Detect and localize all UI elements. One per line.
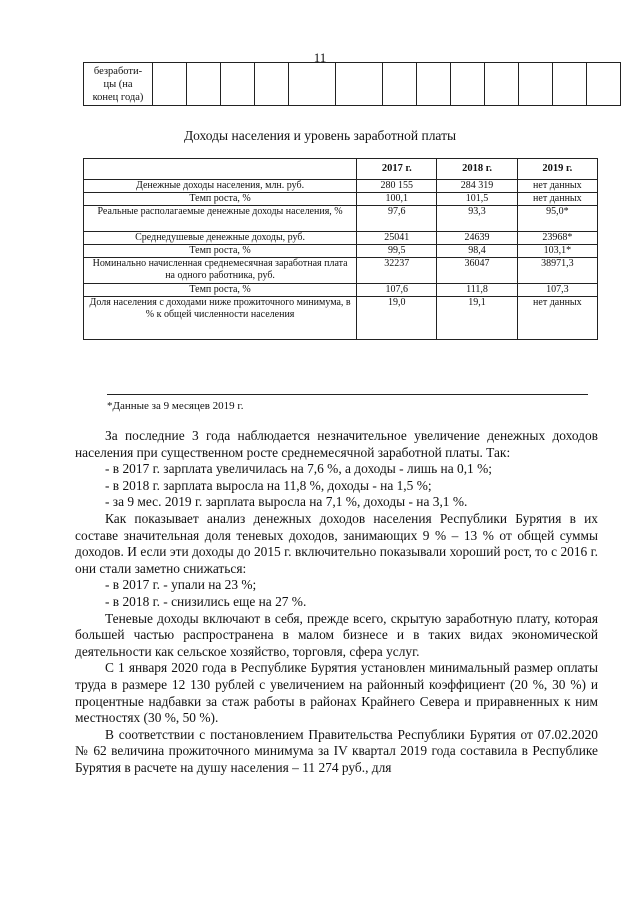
table-cell [336,63,383,106]
table-header-row [84,159,598,180]
value-2018: 93,3 [437,206,517,232]
label-line-2: цы (на [103,78,133,90]
row-name: Денежные доходы населения, млн. руб. [84,180,357,193]
value-2018: 36047 [437,258,517,284]
list-item: - в 2018 г. зарплата выросла на 11,8 %, доходы - на 1,5 %; [105,477,432,493]
row-name: Реальные располагаемые денежные доходы населения, % [84,206,357,232]
row-name: Доля населения с доходами ниже прожиточного минимума, в % к общей численности населения [84,297,357,340]
value-2018: 24639 [437,232,517,245]
value-2017: 19,0 [357,297,437,340]
body-text [75,428,598,776]
table-cell [451,63,485,106]
table-row [84,245,598,258]
value-2019: нет данных [517,193,597,206]
row-name: Темп роста, % [84,284,357,297]
table-cell [519,63,553,106]
page-number: 11 [313,50,327,65]
header-2017: 2017 г. [357,159,437,180]
list-item: - за 9 мес. 2019 г. зарплата выросла на 7,1 %, доходы - на 3,1 %. [105,494,468,510]
label-line-1: безработи- [93,65,143,77]
paragraph: Теневые доходы включают в себя, прежде всего, скрытую заработную плату, которая большей частью распространена в малом бизнесе и в таких видах экономической деятельности как сельское хозяйство, торговля, сфера услуг. [75,610,598,659]
table-row [84,63,621,106]
table-row [84,206,598,232]
header-2018: 2018 г. [437,159,517,180]
table-cell [553,63,587,106]
value-2017: 25041 [357,232,437,245]
value-2018: 111,8 [437,284,517,297]
table-cell [187,63,221,106]
value-2017: 32237 [357,258,437,284]
value-2017: 100,1 [357,193,437,206]
table-cell [255,63,289,106]
value-2019: 103,1* [517,245,597,258]
row-name: Среднедушевые денежные доходы, руб. [84,232,357,245]
value-2019: 95,0* [517,206,597,232]
paragraph: В соответствии с постановлением Правительства Республики Бурятия от 07.02.2020 № 62 величина прожиточного минимума за IV квартал 2019 года составила в Республике Бурятия в расчете на душу населения – 11 274 руб., для [75,726,598,775]
paragraph: Как показывает анализ денежных доходов населения Республики Бурятия в их составе значительная доля теневых доходов, занимающих 9 % – 13 % от общей суммы доходов. И если эти доходы до 2015 г. включительно показывали хороший рост, то с 2016 г. они стали заметно снижаться: [75,510,598,576]
value-2019: нет данных [517,180,597,193]
value-2019: 38971,3 [517,258,597,284]
table-cell [485,63,519,106]
table-row [84,258,598,284]
row-name: Темп роста, % [84,193,357,206]
value-2017: 99,5 [357,245,437,258]
footnote-divider [107,394,588,395]
income-table [83,158,598,340]
table-row [84,193,598,206]
value-2019: нет данных [517,297,597,340]
paragraph: За последние 3 года наблюдается незначительное увеличение денежных доходов населения при существенном росте среднемесячной заработной платы. Так: [75,428,598,460]
value-2019: 23968* [517,232,597,245]
row-name: Номинально начисленная среднемесячная заработная плата на одного работника, руб. [84,258,357,284]
value-2018: 284 319 [437,180,517,193]
table-row [84,297,598,340]
table-cell [153,63,187,106]
table-cell [289,63,336,106]
row-name: Темп роста, % [84,245,357,258]
value-2017: 107,6 [357,284,437,297]
table-cell [383,63,417,106]
table-cell [417,63,451,106]
top-table-fragment [83,62,621,106]
table-row [84,284,598,297]
footnote: *Данные за 9 месяцев 2019 г. [107,400,244,412]
header-2019: 2019 г. [517,159,597,180]
table-row [84,180,598,193]
list-item: - в 2017 г. зарплата увеличилась на 7,6 %, а доходы - лишь на 0,1 %; [105,461,492,477]
section-title: Доходы населения и уровень заработной платы [183,128,457,143]
unemployment-row-label [84,63,153,106]
paragraph: С 1 января 2020 года в Республике Бурятия установлен минимальный размер оплаты труда в размере 12 130 рублей с увеличением на районный коэффициент (20 %, 30 %) и процентные надбавки за стаж работы в районах Крайнего Севера и приравненных к ним местностях (30 %, 50 %). [75,660,598,726]
table-cell [587,63,621,106]
value-2018: 101,5 [437,193,517,206]
table-cell [221,63,255,106]
value-2018: 19,1 [437,297,517,340]
value-2017: 97,6 [357,206,437,232]
list-item: - в 2017 г. - упали на 23 %; [105,577,257,593]
value-2018: 98,4 [437,245,517,258]
list-item: - в 2018 г. - снизились еще на 27 %. [105,593,307,609]
header-empty [84,159,357,180]
value-2017: 280 155 [357,180,437,193]
table-row [84,232,598,245]
label-line-3: конец года) [92,91,144,103]
value-2019: 107,3 [517,284,597,297]
